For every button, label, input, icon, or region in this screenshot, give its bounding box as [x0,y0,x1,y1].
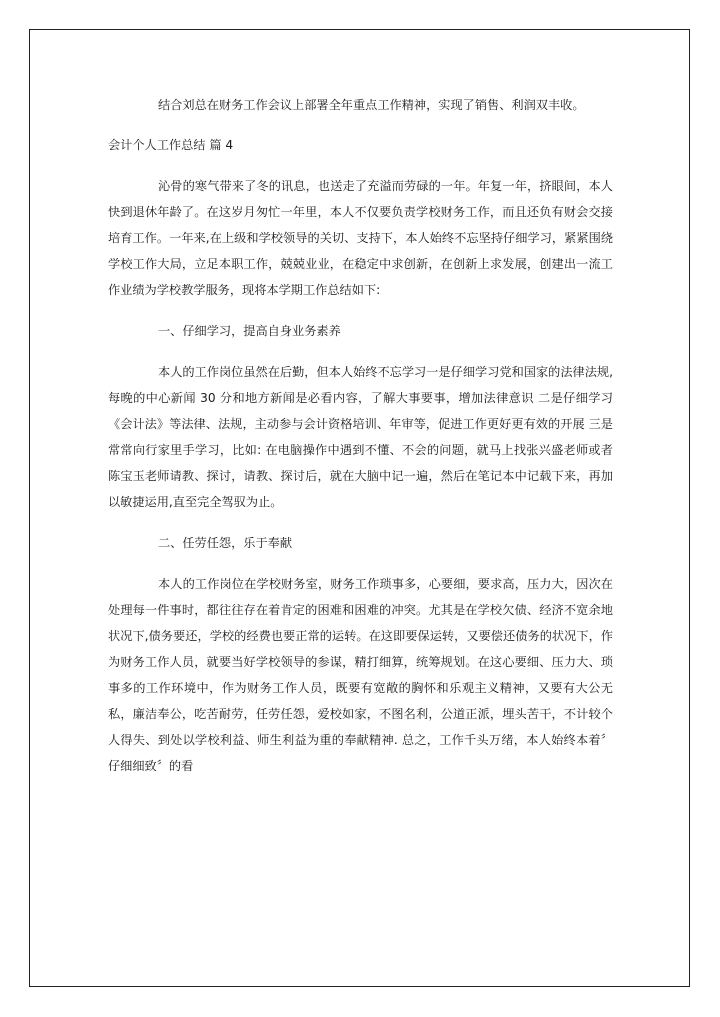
opening-paragraph: 沁骨的寒气带来了冬的讯息，也送走了充溢而劳碌的一年。年复一年，挤眼间，本人快到退休年龄了。在这岁月匆忙一年里，本人不仅要负责学校财务工作，而且还负有财会交接培育工作。一年来,在上级和学校领导的关切、支持下，本人始终不忘坚持仔细学习，紧紧围绕学校工作大局，立足本职工作，兢兢业业，在稳定中求创新，在创新上求发展，创建出一流工作业绩为学校教学服务，现将本学期工作总结如下: [108,179,613,297]
section-heading-2: 二、任劳任怨，乐于奉献 [158,536,293,550]
section-heading-1: 一、仔细学习，提高自身业务素养 [158,324,341,338]
section-2-paragraph: 本人的工作岗位在学校财务室，财务工作琐事多，心要细，要求高，压力大，因次在处理每一件事时，都往往存在着肯定的困难和困难的冲突。尤其是在学校欠债、经济不宽余地状况下,债务要还，学校的经费也要正常的运转。在这即要保运转，又要偿还债务的状况下，作为财务工作人员，就要当好学校领导的参谋，精打细算，统筹规划。在这心要细、压力大、琐事多的工作环境中，作为财务工作人员，既要有宽敞的胸怀和乐观主义精神，又要有大公无私，廉洁奉公，吃苦耐劳，任劳任怨，爱校如家，不图名利，公道正派，埋头苦干，不计较个人得失、到处以学校利益、师生利益为重的奉献精神. 总之，工作千头万绪，本人始终本着〞仔细细致〞的看 [108,577,613,773]
document-body [108,92,613,779]
intro-paragraph: 结合刘总在财务工作会议上部署全年重点工作精神，实现了销售、利润双丰收。 [158,98,585,112]
article-title: 会计个人工作总结 篇 4 [108,138,234,152]
section-1-paragraph: 本人的工作岗位虽然在后勤，但本人始终不忘学习一是仔细学习党和国家的法律法规,每晚的中心新闻 30 分和地方新闻是必看内容，了解大事要事，增加法律意识 二是仔细学习《会计法》等法律、法规，主动参与会计资格培训、年审等，促进工作更好更有效的开展 三是常常向行家里手学习，比如: 在电脑操作中遇到不懂、不会的问题，就马上找张兴盛老师或者陈宝玉老师请教、探讨，请教、探讨后，就在大脑中记一遍，然后在笔记本中记载下来，再加以敏捷运用,直至完全驾驭为止。 [108,365,613,509]
